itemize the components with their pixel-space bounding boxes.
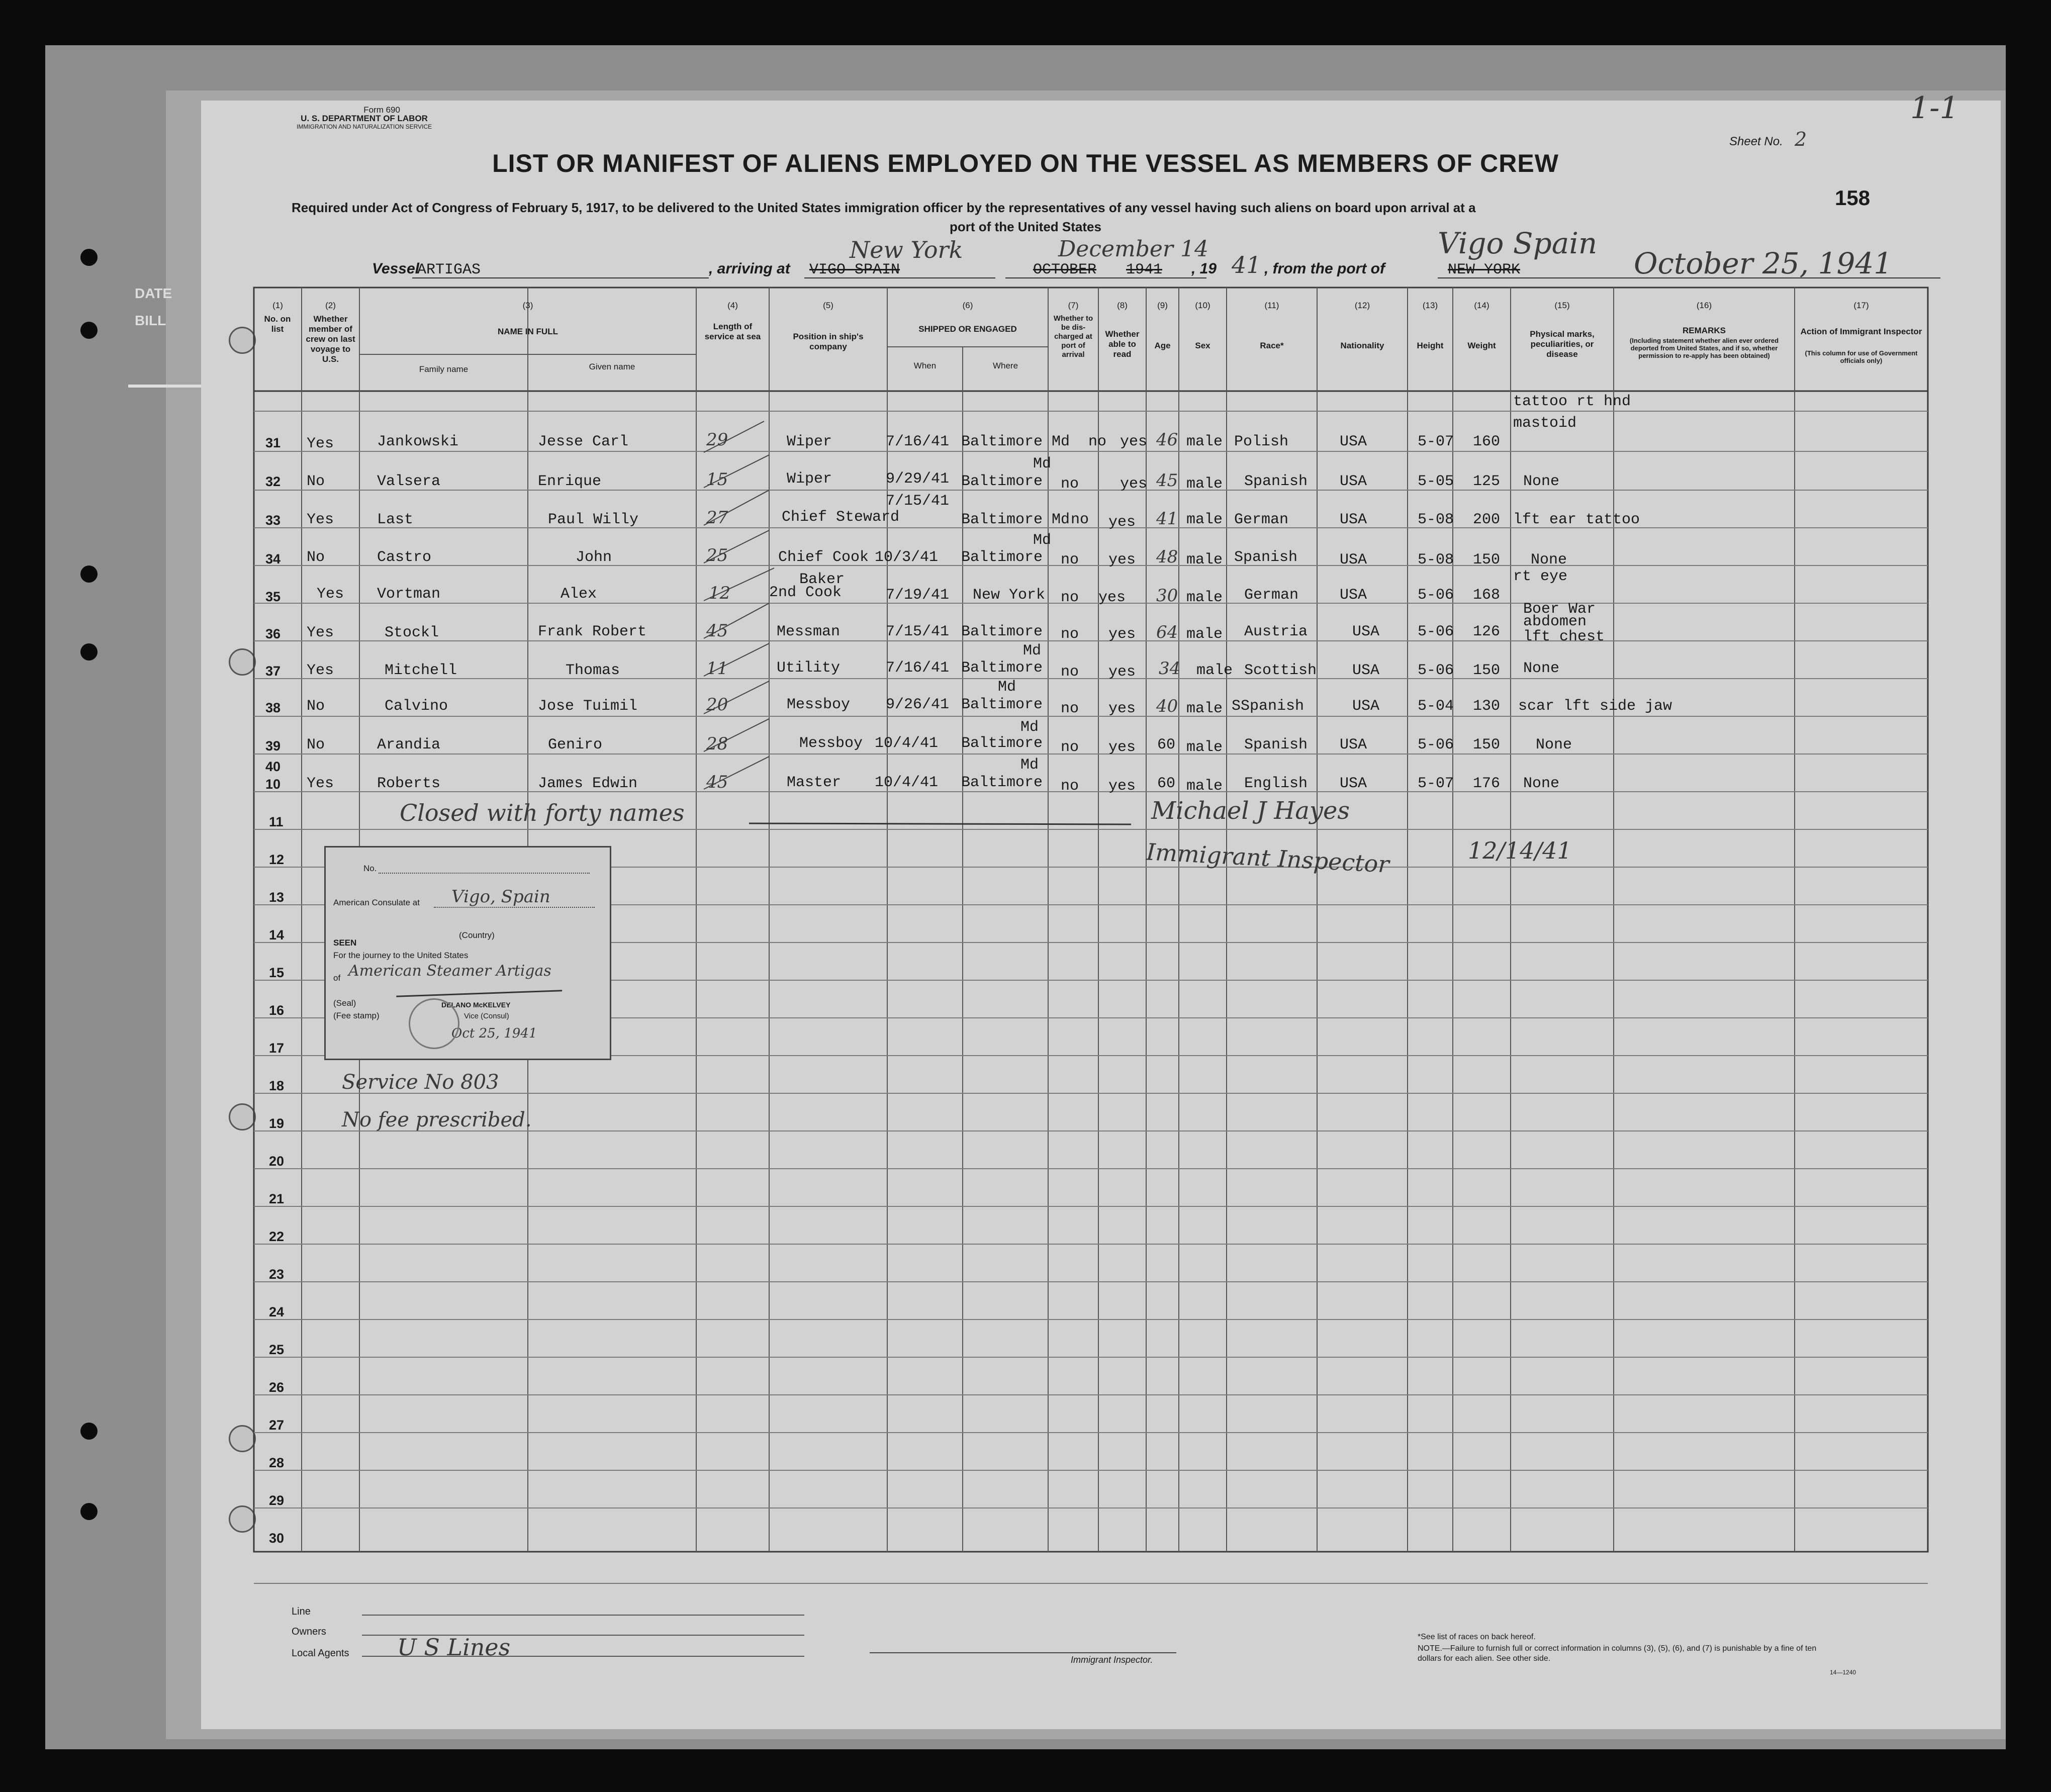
marks-cell: None: [1523, 660, 1560, 677]
header-age: Age: [1154, 341, 1171, 350]
where-note: Md: [1023, 642, 1042, 659]
read-cell: yes: [1108, 551, 1136, 569]
arriving-handwritten: New York: [850, 236, 963, 263]
marks-note: rt eye: [1513, 568, 1568, 585]
family-name-cell: Calvino: [385, 698, 448, 715]
row-number: 25: [269, 1342, 285, 1357]
when-cell: 9/29/41: [886, 470, 950, 488]
position-cell: Chief Steward: [782, 509, 900, 526]
row-number: 23: [269, 1267, 285, 1282]
member-cell: Yes: [307, 775, 334, 792]
family-name-cell: Castro: [377, 549, 432, 566]
age-cell: 48: [1156, 547, 1178, 567]
department-name: U. S. DEPARTMENT OF LABOR: [301, 114, 428, 123]
where-cell: Baltimore: [961, 696, 1043, 713]
race-cell: English: [1244, 775, 1308, 792]
sex-cell: male: [1186, 476, 1223, 493]
row-number: 12: [269, 852, 285, 867]
no-fee-note: No fee prescribed.: [342, 1108, 532, 1131]
when-cell: 7/15/41: [886, 623, 950, 640]
header-physical-marks: Physical marks, peculiarities, or disease: [1530, 329, 1595, 359]
age-cell: 45: [1156, 470, 1178, 491]
row-number: 26: [269, 1380, 285, 1395]
arriving-label: , arriving at: [709, 260, 790, 277]
service-cell: 25: [706, 545, 728, 565]
month-typed: OCTOBER: [1033, 261, 1097, 278]
stamp-fee-label: (Fee stamp): [333, 1011, 380, 1020]
row-number: 13: [269, 890, 285, 905]
footer-form-code: 14—1240: [1830, 1669, 1856, 1676]
from-port-label: , from the port of: [1264, 260, 1385, 277]
page-number: 158: [1835, 186, 1871, 210]
discharged-cell: no: [1061, 589, 1079, 606]
year-typed: 1941: [1126, 261, 1163, 278]
age-cell: 30: [1156, 586, 1178, 606]
footer-fine-note: NOTE.—Failure to furnish full or correct information in columns (3), (5), (6), and (7) is punishable by a fine of ten dollars for each alien. See other side.: [1418, 1644, 1817, 1663]
manifest-subtitle-2: port of the United States: [950, 219, 1101, 234]
height-cell: 5-06: [1418, 587, 1454, 604]
when-cell: 10/3/41: [875, 549, 939, 566]
row-number: 22: [269, 1229, 285, 1244]
row-number: 33: [265, 513, 281, 528]
col-num-3: (3): [522, 301, 533, 310]
row-number: 35: [265, 589, 281, 604]
where-cell: Baltimore: [961, 774, 1043, 791]
height-cell: 5-07: [1418, 433, 1454, 450]
row-number: 24: [269, 1304, 285, 1319]
given-name-cell: Paul Willy: [548, 511, 639, 528]
family-name-cell: Jankowski: [377, 433, 459, 450]
age-cell: 40: [1156, 696, 1178, 716]
family-name-cell: Stockl: [385, 624, 439, 641]
row-number: 27: [269, 1418, 285, 1433]
given-name-cell: Alex: [561, 586, 597, 603]
member-cell: Yes: [307, 624, 334, 641]
where-cell: Baltimore: [961, 549, 1043, 566]
consular-seal: [409, 998, 459, 1049]
inspection-date: 12/14/41: [1468, 837, 1572, 864]
stamp-seen: SEEN: [333, 938, 357, 948]
col-num-14: (14): [1474, 301, 1489, 310]
vessel-label: Vessel: [372, 260, 419, 277]
age-cell: 41: [1156, 509, 1178, 529]
header-able-to-read: Whether able to read: [1105, 329, 1140, 359]
given-name-cell: Frank Robert: [538, 623, 647, 640]
header-height: Height: [1417, 341, 1444, 350]
marks-cell: None: [1523, 775, 1560, 792]
sex-cell: male: [1186, 700, 1223, 717]
given-name-cell: Thomas: [566, 662, 620, 679]
col-num-15: (15): [1554, 301, 1570, 310]
stamp-consulate-label: American Consulate at: [333, 898, 420, 907]
discharged-cell: no: [1061, 700, 1079, 717]
header-action: Action of Immigrant Inspector: [1800, 327, 1922, 336]
nationality-cell: USA: [1340, 736, 1367, 753]
margin-bill-label: BILL: [135, 313, 166, 328]
service-cell: 45: [706, 621, 728, 641]
height-cell: 5-06: [1418, 736, 1454, 753]
service-cell: 28: [706, 734, 728, 754]
header-when: When: [913, 361, 937, 370]
marks-cell: Boer War: [1523, 601, 1596, 618]
read-cell: yes: [1108, 778, 1136, 795]
given-name-cell: John: [576, 549, 612, 566]
member-cell: No: [307, 698, 325, 715]
where-note: Md: [998, 679, 1016, 696]
service-cell: 15: [706, 469, 728, 490]
stamp-journey: For the journey to the United States: [333, 951, 469, 960]
given-name-cell: James Edwin: [538, 775, 638, 792]
footer-inspector-label: Immigrant Inspector.: [1071, 1655, 1153, 1665]
family-name-cell: Mitchell: [385, 662, 457, 679]
row-number: 37: [265, 664, 281, 679]
weight-cell: 150: [1473, 662, 1501, 679]
where-note: Md: [1033, 455, 1052, 473]
marks-cell: None: [1531, 551, 1567, 569]
age-cell: 64: [1156, 622, 1178, 642]
when-cell: 10/4/41: [875, 774, 939, 791]
header-race: Race*: [1260, 341, 1284, 350]
read-cell: yes: [1108, 514, 1136, 531]
weight-cell: 200: [1473, 511, 1501, 528]
discharged-cell: no: [1061, 476, 1079, 493]
sex-cell: male: [1186, 433, 1223, 450]
footer-owners-label: Owners: [292, 1626, 326, 1637]
race-cell: Polish: [1234, 433, 1289, 450]
row-number: 11: [269, 814, 284, 829]
position-note: Baker: [799, 571, 845, 588]
age-cell: 46: [1156, 430, 1178, 450]
header-discharged: Whether to be dis-charged at port of arrival: [1053, 314, 1093, 359]
row-number: 36: [265, 626, 281, 641]
when-cell: 10/4/41: [875, 735, 939, 752]
consul-signature-scribble: [396, 983, 562, 997]
header-remarks-note: (Including statement whether alien ever ordered deported from United States, and if so, whether permission to re-apply has been obtained): [1629, 337, 1779, 359]
header-shipped-engaged: SHIPPED OR ENGAGED: [918, 324, 1017, 334]
when-cell: 7/19/41: [886, 587, 950, 604]
col-num-11: (11): [1264, 301, 1279, 310]
race-cell: Austria: [1244, 623, 1308, 640]
row-number: 17: [269, 1041, 285, 1056]
footer-line-label: Line: [292, 1606, 311, 1617]
month-handwritten: December 14: [1058, 236, 1208, 262]
read-cell: yes: [1120, 476, 1148, 493]
departure-date-handwritten: October 25, 1941: [1634, 246, 1893, 280]
where-note: Md: [1033, 532, 1052, 549]
manifest-title: LIST OR MANIFEST OF ALIENS EMPLOYED ON THE VESSEL AS MEMBERS OF CREW: [492, 149, 1559, 177]
row-number: 38: [265, 700, 281, 715]
position-cell: Wiper: [787, 470, 832, 488]
header-sex: Sex: [1195, 341, 1210, 350]
race-cell: SSpanish: [1232, 698, 1304, 715]
discharged-cell: no: [1061, 739, 1079, 756]
nationality-cell: USA: [1340, 587, 1367, 604]
family-name-cell: Vortman: [377, 586, 441, 603]
header-no-on-list: No. on list: [264, 314, 291, 334]
sex-cell: male: [1186, 511, 1223, 528]
row-number: 28: [269, 1455, 285, 1470]
marks-line2-cell: mastoid: [1513, 415, 1577, 432]
sex-cell: male: [1186, 551, 1223, 569]
weight-cell: 150: [1473, 736, 1501, 753]
row-number: 16: [269, 1003, 285, 1018]
col-num-4: (4): [727, 301, 738, 310]
stamp-of-vessel: American Steamer Artigas: [348, 962, 551, 980]
when-cell: 7/15/41: [886, 493, 950, 510]
service-cell: 27: [706, 508, 728, 528]
member-cell: Yes: [307, 435, 334, 452]
stamp-consulate-line: [434, 907, 595, 908]
stamp-date: Oct 25, 1941: [451, 1026, 537, 1041]
marks-note: abdomen: [1523, 613, 1587, 630]
marks-cell: scar lft side jaw: [1518, 698, 1672, 715]
nationality-cell: USA: [1352, 698, 1380, 715]
row-number: 18: [269, 1078, 285, 1093]
member-cell: Yes: [307, 511, 334, 528]
race-cell: Spanish: [1234, 549, 1298, 566]
stamp-consul-title: Vice (Consul): [464, 1012, 509, 1020]
row-number: 34: [265, 551, 281, 567]
weight-cell: 125: [1473, 473, 1501, 490]
sex-cell: male: [1186, 739, 1223, 756]
read-cell: yes: [1120, 433, 1148, 450]
given-name-cell: Jesse Carl: [538, 433, 629, 450]
row-number: 15: [269, 965, 285, 980]
where-cell: Baltimore Md: [961, 433, 1070, 450]
header-nationality: Nationality: [1340, 341, 1384, 350]
col-num-16: (16): [1696, 301, 1712, 310]
position-cell: 2nd Cook: [769, 584, 842, 601]
col-num-8: (8): [1117, 301, 1128, 310]
service-name: IMMIGRATION AND NATURALIZATION SERVICE: [297, 123, 432, 130]
height-cell: 5-06: [1418, 623, 1454, 640]
given-name-cell: Enrique: [538, 473, 602, 490]
row-number: 29: [269, 1493, 285, 1508]
header-length-service: Length of service at sea: [704, 322, 761, 341]
position-cell: Master: [787, 774, 842, 791]
row-number: 30: [269, 1531, 285, 1546]
closed-note: Closed with forty names: [400, 799, 685, 826]
age-cell: 60: [1157, 736, 1176, 753]
footer-races-note: *See list of races on back hereof.: [1418, 1633, 1536, 1641]
header-action-note: (This column for use of Government officials only): [1805, 349, 1918, 364]
col-num-9: (9): [1157, 301, 1168, 310]
inspector-title-handwritten: Immigrant Inspector: [1145, 838, 1390, 878]
when-cell: 9/26/41: [886, 696, 950, 713]
row-number: 31: [265, 435, 281, 450]
discharged-cell: no: [1061, 778, 1079, 795]
member-cell: No: [307, 736, 325, 753]
where-cell: Baltimore: [961, 659, 1043, 677]
where-cell: Baltimore: [961, 623, 1043, 640]
sex-cell: male: [1196, 662, 1233, 679]
marks-cell: None: [1536, 736, 1572, 753]
sex-cell: male: [1186, 778, 1223, 795]
nationality-cell: USA: [1340, 551, 1367, 569]
sex-cell: male: [1186, 589, 1223, 606]
marks-cell: None: [1523, 473, 1560, 490]
member-cell: No: [307, 549, 325, 566]
nationality-cell: USA: [1352, 623, 1380, 640]
marks-cell: lft ear tattoo: [1513, 511, 1640, 528]
row-number-note: 40: [265, 759, 281, 774]
nationality-cell: USA: [1340, 511, 1367, 528]
weight-cell: 150: [1473, 551, 1501, 569]
footer-agents-label: Local Agents: [292, 1648, 349, 1659]
header-remarks: REMARKS: [1683, 326, 1726, 335]
marks-cell: tattoo rt hnd: [1513, 393, 1631, 410]
discharged-cell: no: [1061, 551, 1079, 569]
vessel-name: ARTIGAS: [417, 261, 481, 278]
year-prefix: , 19: [1191, 260, 1217, 277]
col-num-6: (6): [962, 301, 973, 310]
read-cell: yes: [1108, 739, 1136, 756]
weight-cell: 168: [1473, 587, 1501, 604]
read-cell: yes: [1108, 664, 1136, 681]
service-cell: 45: [706, 772, 728, 792]
form-number: Form 690: [363, 105, 400, 115]
family-name-cell: Roberts: [377, 775, 441, 792]
from-port-typed: NEW YORK: [1448, 261, 1521, 278]
margin-date-label: DATE: [135, 286, 172, 301]
position-cell: Messman: [777, 623, 841, 640]
member-cell: Yes: [307, 662, 334, 679]
when-cell: 7/16/41: [886, 433, 950, 450]
row-number: 10: [265, 777, 281, 792]
where-cell: Baltimore Md: [961, 511, 1070, 528]
col-num-17: (17): [1853, 301, 1869, 310]
year-handwritten: 41: [1232, 251, 1261, 278]
where-cell: Baltimore: [961, 473, 1043, 490]
marks-cell: lft chest: [1523, 628, 1605, 645]
position-cell: Messboy: [787, 696, 851, 713]
header-where: Where: [992, 361, 1018, 370]
stamp-consul-name: DELANO McKELVEY: [441, 1001, 511, 1009]
stamp-no-line: [379, 873, 590, 874]
where-cell: Baltimore: [961, 735, 1043, 752]
header-member-last-voyage: Whether member of crew on last voyage to U.S.: [306, 314, 355, 364]
nationality-cell: USA: [1340, 775, 1367, 792]
stamp-consulate-place: Vigo, Spain: [451, 887, 550, 907]
where-cell: New York: [973, 587, 1046, 604]
stamp-seal-label: (Seal): [333, 998, 356, 1008]
height-cell: 5-04: [1418, 698, 1454, 715]
given-name-cell: Jose Tuimil: [538, 698, 638, 715]
read-cell: yes: [1098, 589, 1126, 606]
family-name-cell: Valsera: [377, 473, 441, 490]
age-cell: 34: [1159, 658, 1181, 679]
race-cell: Spanish: [1244, 736, 1308, 753]
row-number: 21: [269, 1191, 285, 1206]
service-cell: 11: [706, 658, 728, 679]
position-cell: Chief Cook: [778, 549, 869, 566]
service-cell: 29: [706, 430, 728, 450]
discharged-cell: no: [1071, 511, 1089, 528]
member-cell: Yes: [317, 586, 344, 603]
read-cell: yes: [1108, 626, 1136, 643]
discharged-cell: no: [1061, 626, 1079, 643]
consular-stamp: [324, 846, 611, 1060]
col-num-10: (10): [1195, 301, 1210, 310]
stamp-country-label: (Country): [459, 930, 495, 940]
row-number: 39: [265, 738, 281, 753]
col-num-12: (12): [1354, 301, 1370, 310]
weight-cell: 126: [1473, 623, 1501, 640]
height-cell: 5-07: [1418, 775, 1454, 792]
where-note: Md: [1020, 757, 1039, 774]
header-weight: Weight: [1467, 341, 1496, 350]
family-name-cell: Last: [377, 511, 414, 528]
where-note: Md: [1020, 719, 1039, 736]
weight-cell: 130: [1473, 698, 1501, 715]
when-cell: 7/16/41: [886, 659, 950, 677]
race-cell: Scottish: [1244, 662, 1317, 679]
sex-cell: male: [1186, 626, 1223, 643]
height-cell: 5-08: [1418, 511, 1454, 528]
sheet-no-value: 2: [1795, 128, 1807, 150]
discharged-cell: no: [1088, 433, 1107, 450]
sheet-no-label: Sheet No.: [1729, 135, 1783, 148]
header-family-name: Family name: [419, 364, 469, 374]
member-cell: No: [307, 473, 325, 490]
row-number: 20: [269, 1154, 285, 1169]
discharged-cell: no: [1061, 664, 1079, 681]
nationality-cell: USA: [1340, 473, 1367, 490]
position-cell: Messboy: [799, 735, 863, 752]
race-cell: German: [1244, 587, 1299, 604]
col-num-2: (2): [325, 301, 336, 310]
stamp-of-label: of: [333, 973, 341, 983]
col-num-5: (5): [823, 301, 833, 310]
height-cell: 5-05: [1418, 473, 1454, 490]
height-cell: 5-06: [1418, 662, 1454, 679]
col-num-7: (7): [1068, 301, 1079, 310]
col-num-1: (1): [272, 301, 283, 310]
stamp-no-label: No.: [363, 864, 377, 873]
row-number: 19: [269, 1116, 285, 1131]
header-given-name: Given name: [589, 362, 635, 371]
given-name-cell: Geniro: [548, 736, 603, 753]
row-number: 32: [265, 474, 281, 489]
family-name-cell: Arandia: [377, 736, 441, 753]
weight-cell: 176: [1473, 775, 1501, 792]
manifest-subtitle: Required under Act of Congress of February 5, 1917, to be delivered to the United States immigration officer by the representatives of any vessel having such aliens on board upon arrival at a: [292, 200, 1476, 215]
footer-agents-handwritten: U S Lines: [397, 1634, 511, 1661]
nationality-cell: USA: [1352, 662, 1380, 679]
race-cell: Spanish: [1244, 473, 1308, 490]
position-cell: Utility: [777, 659, 841, 677]
age-cell: 60: [1157, 775, 1176, 792]
service-number-note: Service No 803: [342, 1071, 499, 1094]
weight-cell: 160: [1473, 433, 1501, 450]
header-position: Position in ship's company: [793, 332, 864, 351]
corner-mark: 1-1: [1910, 90, 1959, 126]
read-cell: yes: [1108, 700, 1136, 717]
race-cell: German: [1234, 511, 1289, 528]
col-num-13: (13): [1422, 301, 1438, 310]
inspector-signature: Michael J Hayes: [1151, 797, 1350, 825]
from-port-handwritten: Vigo Spain: [1438, 226, 1598, 260]
row-number: 14: [269, 927, 285, 942]
height-cell: 5-08: [1418, 551, 1454, 569]
position-cell: Wiper: [787, 433, 832, 450]
service-cell: 12: [709, 583, 731, 603]
nationality-cell: USA: [1340, 433, 1367, 450]
header-name-in-full: NAME IN FULL: [498, 327, 558, 336]
service-cell: 20: [706, 695, 728, 715]
arriving-typed: VIGO SPAIN: [809, 261, 900, 278]
